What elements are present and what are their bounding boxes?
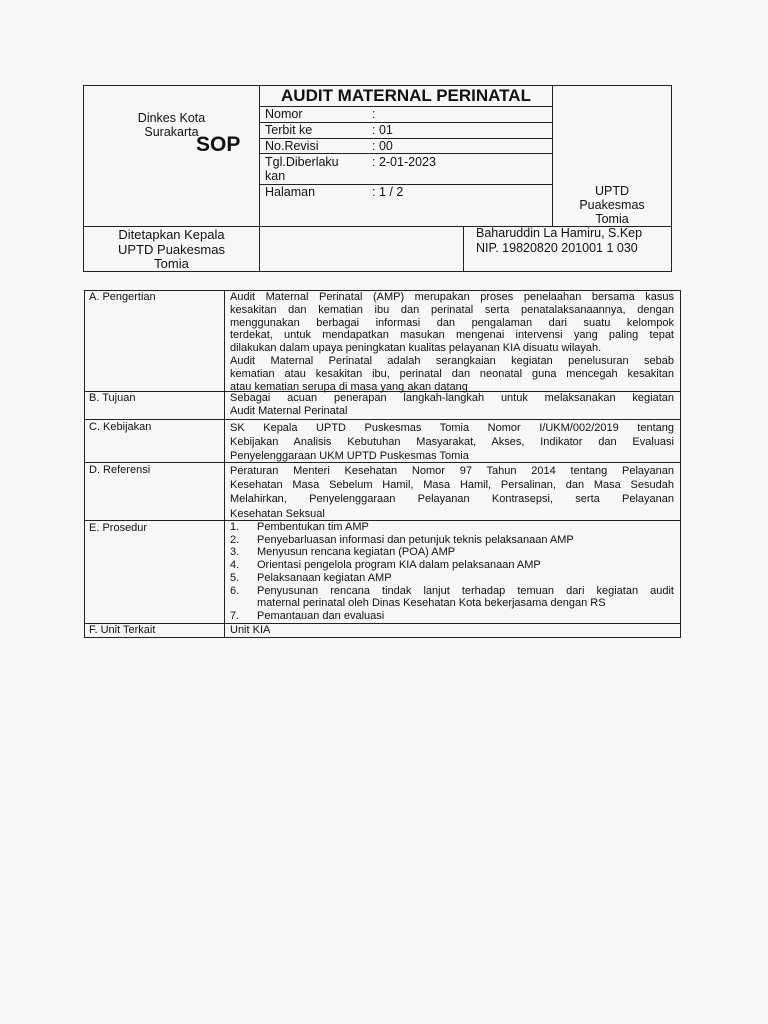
- row-content-kebijakan: SK Kepala UPTD Puskesmas Tomia Nomor I/UKM/002/2019 tentang Kebijakan Analisis Kebutuhan Masyarakat, Akses, Indikator dan Evaluasi Penyelenggaraan UKM UPTD Puskesmas Tomia: [230, 422, 674, 462]
- signer-nip: NIP. 19820820 201001 1 030: [476, 241, 638, 255]
- row-label-unit-terkait: F. Unit Terkait: [89, 624, 156, 636]
- row-content-tujuan: Sebagai acuan penerapan langkah-langkah untuk melaksanakan kegiatan Audit Maternal Perinatal: [230, 392, 674, 417]
- field-value-halaman: : 1 / 2: [372, 185, 404, 199]
- list-item: 7. Pemantauan dan evaluasi: [230, 609, 385, 622]
- list-item: 1. Pembentukan tim AMP: [230, 521, 369, 533]
- row-label-referensi: D. Referensi: [89, 464, 151, 476]
- list-item: 3. Menyusun rencana kegiatan (POA) AMP: [230, 546, 456, 559]
- unit-name: UPTD Puakesmas Tomia: [579, 184, 645, 226]
- row-label-pengertian: A. Pengertian: [89, 291, 156, 303]
- sop-label: SOP: [196, 133, 241, 156]
- signer-name: Baharuddin La Hamiru, S.Kep: [476, 226, 643, 240]
- row-label-kebijakan: C. Kebijakan: [89, 421, 152, 433]
- field-label-tgl: Tgl.Diberlaku kan: [265, 155, 339, 183]
- row-label-prosedur: E. Prosedur: [89, 522, 148, 534]
- list-item: 4. Orientasi pengelola program KIA dalam pelaksanaan AMP: [230, 559, 541, 572]
- field-value-terbit: : 01: [372, 123, 393, 137]
- org-name: Dinkes Kota Surakarta: [137, 111, 206, 139]
- row-content-referensi: Peraturan Menteri Kesehatan Nomor 97 Tahun 2014 tentang Pelayanan Kesehatan Masa Sebelum Hamil, Masa Hamil, Persalinan, dan Masa Sesudah Melahirkan, Penyelenggaraan Pelayanan Kontrasepsi, serta Pelayanan Kesehatan Seksual: [230, 465, 674, 520]
- row-content-pengertian: Audit Maternal Perinatal (AMP) merupakan proses penelaahan bersama kasus kesakitan dan kematian ibu dan perinatal serta penatalaksanaannya, dengan menggunakan berbagai informasi dan pengalaman dari suatu kelompok terdekat, untuk mendapatkan masukan mengenai intervensi yang paling tepat dilakukan dalam upaya peningkatan kualitas pelayanan KIA disuatu wilayah. Audit Maternal Perinatal adalah serangkaian kegiatan penelusuran sebab kematian atau kesakitan ibu, perinatal dan neonatal guna mencegah kesakitan atau kematian serupa di masa yang akan datang: [230, 291, 674, 393]
- list-item: 5. Pelaksanaan kegiatan AMP: [230, 571, 392, 584]
- row-content-prosedur: [230, 521, 674, 623]
- field-label-terbit: Terbit ke: [265, 123, 313, 137]
- row-label-tujuan: B. Tujuan: [89, 392, 136, 404]
- field-label-revisi: No.Revisi: [265, 139, 319, 153]
- list-item: 2. Penyebarluasan informasi dan petunjuk teknis pelaksanaan AMP: [230, 533, 574, 546]
- ditetapkan-label: Ditetapkan Kepala UPTD Puakesmas Tomia: [118, 227, 225, 271]
- field-label-nomor: Nomor: [265, 107, 303, 121]
- prosedur-list: [230, 521, 674, 623]
- field-value-revisi: : 00: [372, 139, 393, 153]
- field-value-tgl: : 2-01-2023: [372, 155, 436, 169]
- field-label-halaman: Halaman: [265, 185, 316, 199]
- field-value-nomor: :: [372, 107, 376, 121]
- row-content-unit-terkait: Unit KIA: [230, 624, 271, 636]
- list-item: 6. Penyusunan rencana tindak lanjut terhadap temuan dari kegiatan audit maternal perinatal oleh Dinas Kesehatan Kota bekerjasama dengan RS: [230, 584, 674, 610]
- document-title: AUDIT MATERNAL PERINATAL: [281, 86, 531, 105]
